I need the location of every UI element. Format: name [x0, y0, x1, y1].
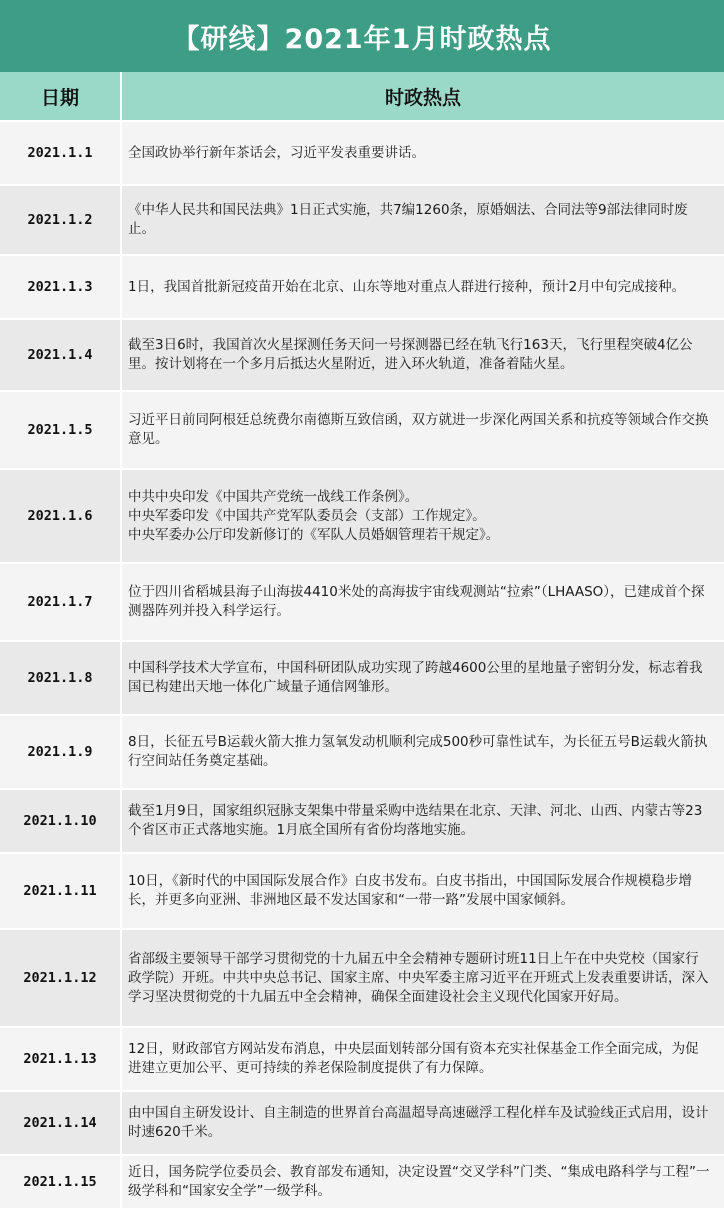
row-date: 2021.1.6	[0, 470, 122, 562]
row-date: 2021.1.8	[0, 642, 122, 714]
topic-line: 习近平日前同阿根廷总统费尔南德斯互致信函，双方就进一步深化两国关系和抗疫等领域合作交换意见。	[128, 412, 709, 447]
row-date: 2021.1.1	[0, 122, 122, 184]
row-date: 2021.1.5	[0, 392, 122, 468]
topic-line: 12日，财政部官方网站发布消息，中央层面划转部分国有资本充实社保基金工作全面完成，为促进建立更加公平、更可持续的养老保险制度提供了有力保障。	[128, 1041, 699, 1076]
row-date: 2021.1.7	[0, 564, 122, 640]
row-date: 2021.1.9	[0, 716, 122, 788]
row-topic	[122, 320, 724, 390]
table-row	[0, 186, 724, 256]
row-topic	[122, 790, 724, 852]
table-row	[0, 392, 724, 470]
topic-line: 由中国自主研发设计、自主制造的世界首台高温超导高速磁浮工程化样车及试验线正式启用，设计时速620千米。	[128, 1105, 709, 1140]
topic-line: 中央军委办公厅印发新修订的《军队人员婚姻管理若干规定》。	[128, 526, 500, 543]
table-row	[0, 256, 724, 320]
topic-line: 《中华人民共和国民法典》1日正式实施，共7编1260条，原婚姻法、合同法等9部法律同时废止。	[128, 202, 688, 237]
row-topic	[122, 256, 724, 318]
row-date: 2021.1.3	[0, 256, 122, 318]
topic-column-header: 时政热点	[384, 86, 461, 109]
table-row	[0, 642, 724, 716]
topic-line: 1日，我国首批新冠疫苗开始在北京、山东等地对重点人群进行接种，预计2月中旬完成接种。	[128, 278, 686, 295]
table-row	[0, 1156, 724, 1210]
row-topic	[122, 1028, 724, 1090]
row-topic	[122, 642, 724, 714]
table-row	[0, 470, 724, 564]
row-topic	[122, 186, 724, 254]
row-topic	[122, 930, 724, 1026]
row-date: 2021.1.2	[0, 186, 122, 254]
row-date: 2021.1.15	[0, 1156, 122, 1208]
table-row	[0, 716, 724, 790]
row-topic	[122, 392, 724, 468]
table-row	[0, 854, 724, 930]
topic-line: 中国科学技术大学宣布，中国科研团队成功实现了跨越4600公里的星地量子密钥分发，标志着我国已构建出天地一体化广域量子通信网雏形。	[128, 660, 703, 695]
row-date: 2021.1.4	[0, 320, 122, 390]
row-topic	[122, 716, 724, 788]
topic-line: 截至1月9日，国家组织冠脉支架集中带量采购中选结果在北京、天津、河北、山西、内蒙古等23个省区市正式落地实施。1月底全国所有省份均落地实施。	[128, 803, 703, 838]
row-topic	[122, 854, 724, 928]
row-topic	[122, 1156, 724, 1208]
row-date: 2021.1.11	[0, 854, 122, 928]
topic-line: 中央军委印发《中国共产党军队委员会（支部）工作规定》。	[128, 507, 486, 524]
table-row	[0, 1028, 724, 1092]
topic-line: 8日，长征五号B运载火箭大推力氢氧发动机顺利完成500秒可靠性试车，为长征五号B运载火箭执行空间站任务奠定基础。	[128, 734, 708, 769]
table-row	[0, 122, 724, 186]
topic-line: 近日，国务院学位委员会、教育部发布通知，决定设置“交叉学科”门类、“集成电路科学与工程”一级学科和“国家安全学”一级学科。	[128, 1164, 710, 1199]
row-date: 2021.1.12	[0, 930, 122, 1026]
topic-line: 截至3日6时，我国首次火星探测任务天问一号探测器已经在轨飞行163天，飞行里程突破4亿公里。按计划将在一个多月后抵达火星附近，进入环火轨道，准备着陆火星。	[128, 337, 693, 372]
row-topic	[122, 122, 724, 184]
row-date: 2021.1.13	[0, 1028, 122, 1090]
table-row	[0, 320, 724, 392]
table-row	[0, 1092, 724, 1156]
row-date: 2021.1.14	[0, 1092, 122, 1154]
row-topic	[122, 470, 724, 562]
table-body	[0, 122, 724, 1210]
table-row	[0, 930, 724, 1028]
table-row	[0, 790, 724, 854]
table-row	[0, 564, 724, 642]
topic-line: 位于四川省稻城县海子山海拔4410米处的高海拔宇宙线观测站“拉索”（LHAASO），已建成首个探测器阵列并投入科学运行。	[128, 584, 705, 619]
topic-line: 中共中央印发《中国共产党统一战线工作条例》。	[128, 488, 419, 505]
row-date: 2021.1.10	[0, 790, 122, 852]
topic-line: 10日，《新时代的中国国际发展合作》白皮书发布。白皮书指出，中国国际发展合作规模稳步增长，并更多向亚洲、非洲地区最不发达国家和“一带一路”发展中国家倾斜。	[128, 873, 692, 908]
row-topic	[122, 564, 724, 640]
row-topic	[122, 1092, 724, 1154]
page-title: 【研线】2021年1月时政热点	[0, 0, 724, 72]
table-header	[0, 72, 724, 122]
topic-line: 省部级主要领导干部学习贯彻党的十九届五中全会精神专题研讨班11日上午在中央党校（国家行政学院）开班。中共中央总书记、国家主席、中央军委主席习近平在开班式上发表重要讲话，深入学习坚决贯彻党的十九届五中全会精神，确保全面建设社会主义现代化国家开好局。	[128, 950, 709, 1005]
date-column-header: 日期	[0, 72, 122, 120]
topic-line: 全国政协举行新年茶话会，习近平发表重要讲话。	[128, 144, 425, 161]
